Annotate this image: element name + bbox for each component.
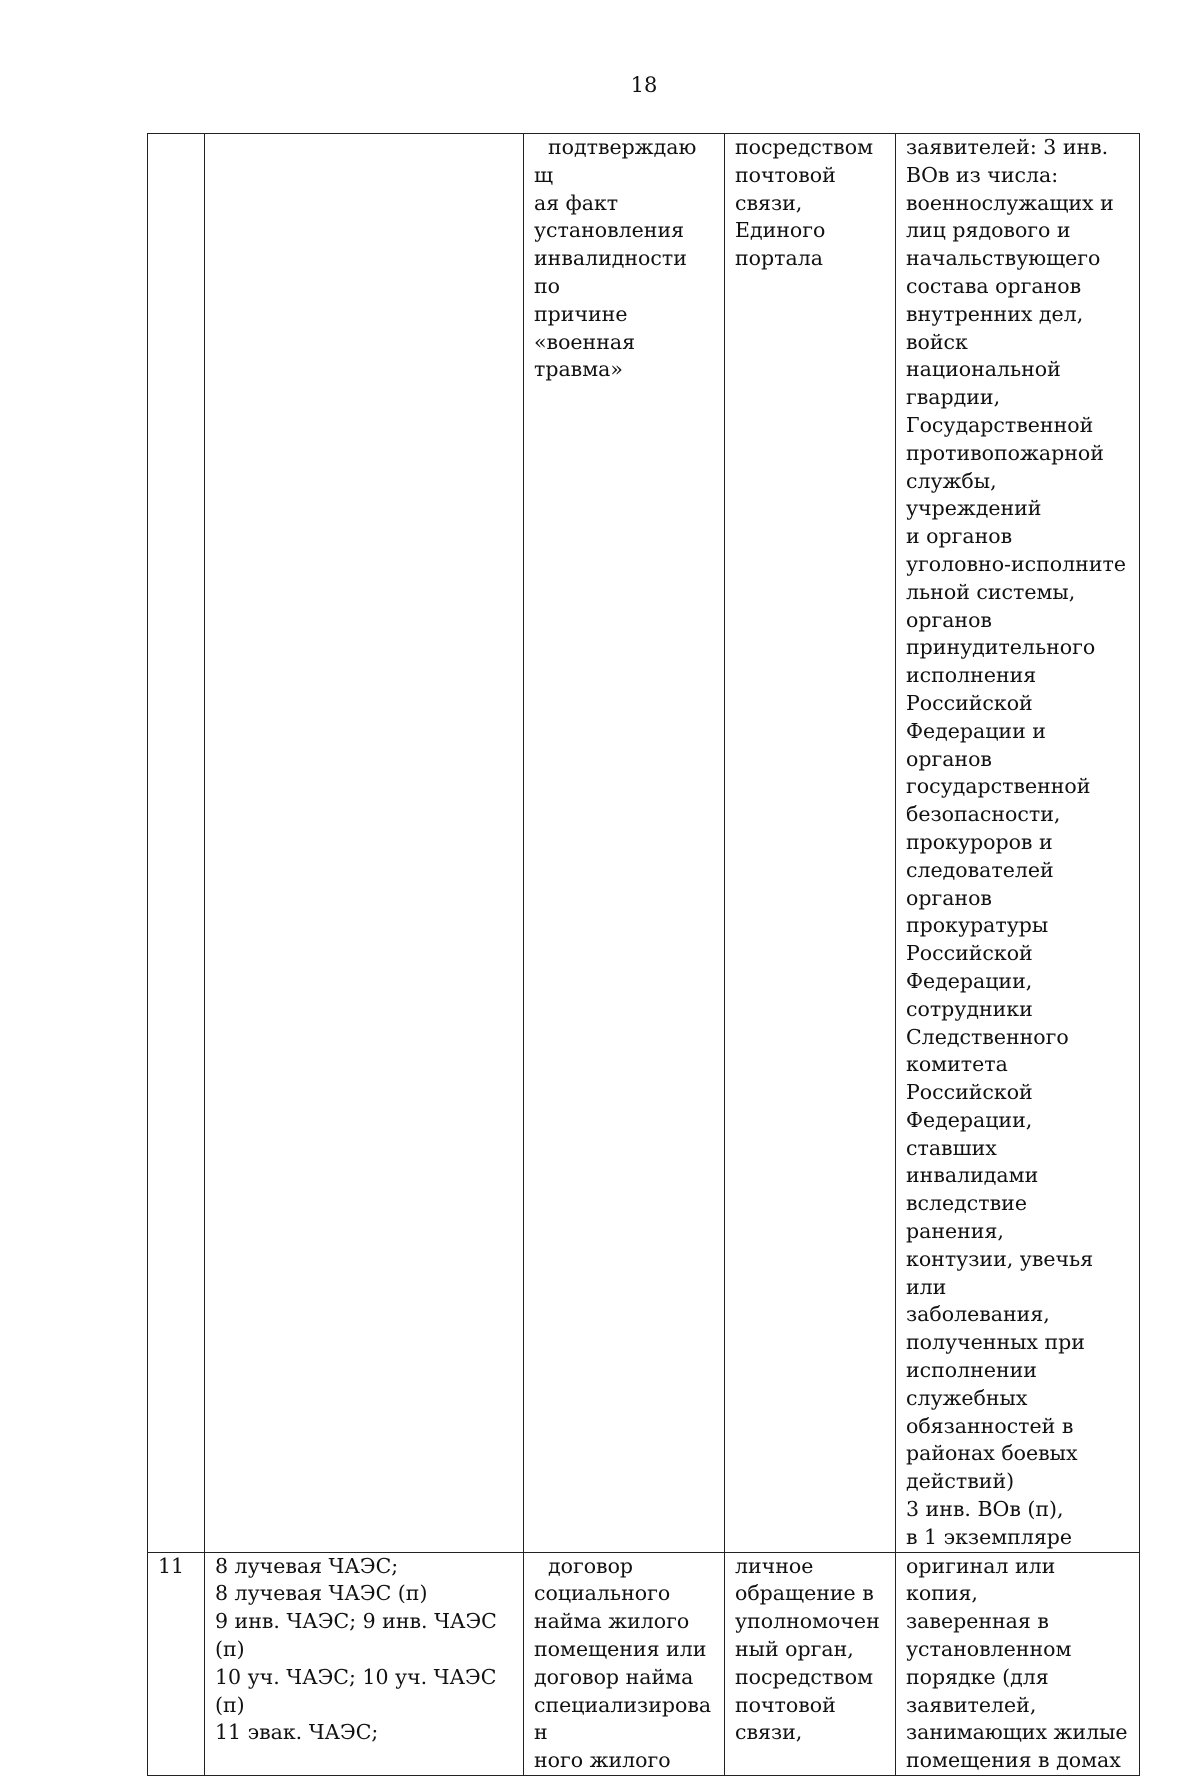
document-table: [147, 133, 1140, 1776]
category-cell: [205, 134, 524, 1553]
row-number-cell: [148, 134, 205, 1553]
document-cell: подтверждающ ая факт установления инвалидности по причине «военная травма»: [524, 134, 725, 1553]
method-cell: посредством почтовой связи, Единого портала: [725, 134, 896, 1553]
document-cell: договор социального найма жилого помещения или договор найма специализирован ного жилого: [524, 1552, 725, 1775]
table-row: [148, 1552, 1140, 1775]
method-cell: личное обращение в уполномочен ный орган, посредством почтовой связи,: [725, 1552, 896, 1775]
category-cell: 8 лучевая ЧАЭС; 8 лучевая ЧАЭС (п) 9 инв. ЧАЭС; 9 инв. ЧАЭС (п) 10 уч. ЧАЭС; 10 уч. ЧАЭС (п) 11 эвак. ЧАЭС;: [205, 1552, 524, 1775]
page-number: 18: [630, 73, 658, 97]
note-cell: заявителей: 3 инв. ВОв из числа: военнослужащих и лиц рядового и начальствующего состава органов внутренних дел, войск национальной гвардии, Государственной противопожарной службы, учреждений и органов уголовно-исполните льной системы, органов принудительного исполнения Российской Федерации и органов государственной безопасности, прокуроров и следователей органов прокуратуры Российской Федерации, сотрудники Следственного комитета Российской Федерации, ставших инвалидами вследствие ранения, контузии, увечья или заболевания, полученных при исполнении служебных обязанностей в районах боевых действий) 3 инв. ВОв (п), в 1 экземпляре: [896, 134, 1140, 1553]
table-row: [148, 134, 1140, 1553]
row-number-cell: 11: [148, 1552, 205, 1775]
note-cell: оригинал или копия, заверенная в установленном порядке (для заявителей, занимающих жилые помещения в домах: [896, 1552, 1140, 1775]
